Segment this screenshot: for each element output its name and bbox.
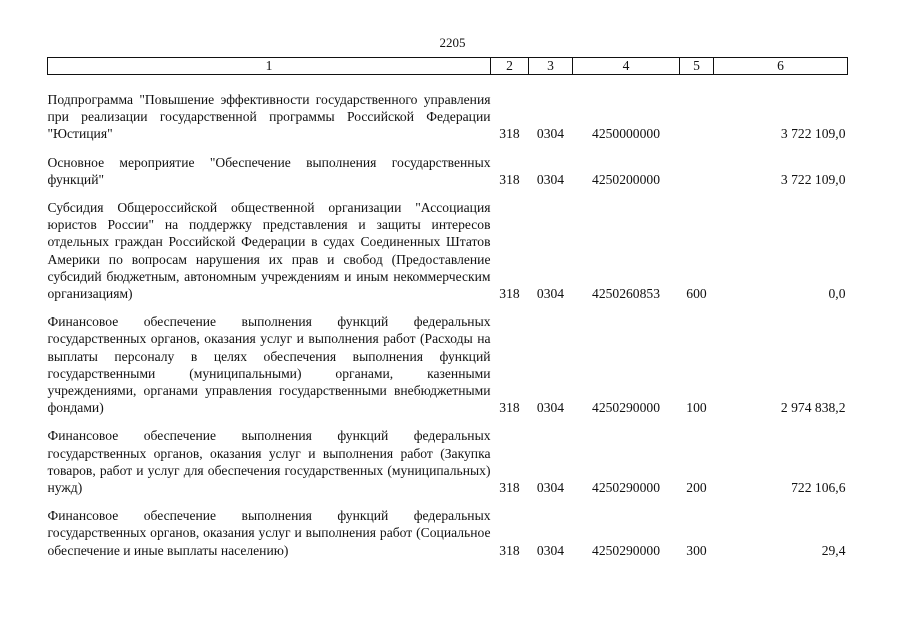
row-amount: 0,0: [828, 286, 846, 302]
header-col-6: 6: [714, 58, 848, 75]
table-row: [48, 313, 848, 416]
table-row: [48, 507, 848, 559]
row-ministry-code: 318: [499, 126, 520, 142]
header-col-2: 2: [491, 58, 529, 75]
row-description: Подпрограмма "Повышение эффективности государственного управления при реализации государственной программы Российской Федерации "Юстиция": [47, 92, 491, 142]
row-expense-type: 200: [686, 480, 707, 496]
row-amount: 722 106,6: [791, 480, 846, 496]
row-target-code: 4250260853: [592, 286, 660, 302]
table-row: [48, 199, 848, 302]
row-expense-type: [680, 154, 714, 188]
table-header: [48, 58, 848, 92]
table-row: [48, 154, 848, 188]
header-col-3: 3: [529, 58, 573, 75]
page-number: 2205: [439, 35, 466, 50]
row-amount: 2 974 838,2: [780, 400, 846, 416]
row-target-code: 4250200000: [592, 171, 660, 187]
header-col-4: 4: [573, 58, 680, 75]
row-description: Финансовое обеспечение выполнения функций федеральных государственных органов, оказания услуг и выполнения работ (Расходы на выплаты персоналу в целях обеспечения выполнения функций государственными (муниципальными) органами, казенными учреждениями, органами управления государственными внебюджетными фондами): [47, 314, 491, 416]
row-section-code: 0304: [536, 542, 565, 558]
row-section-code: 0304: [536, 480, 565, 496]
row-expense-type: 100: [686, 400, 707, 416]
row-section-code: 0304: [536, 400, 565, 416]
row-description: Финансовое обеспечение выполнения функций федеральных государственных органов, оказания услуг и выполнения работ (Социальное обеспечение и иные выплаты населению): [47, 508, 491, 558]
row-section-code: 0304: [536, 286, 565, 302]
row-amount: 29,4: [821, 542, 846, 558]
budget-table: [47, 57, 848, 559]
row-section-code: 0304: [536, 171, 565, 187]
row-ministry-code: 318: [499, 286, 520, 302]
row-target-code: 4250290000: [592, 542, 660, 558]
row-ministry-code: 318: [499, 542, 520, 558]
row-section-code: 0304: [536, 126, 565, 142]
row-expense-type: [680, 91, 714, 143]
row-ministry-code: 318: [499, 480, 520, 496]
row-expense-type: 300: [686, 542, 707, 558]
header-col-5: 5: [680, 58, 714, 75]
row-target-code: 4250000000: [592, 126, 660, 142]
row-target-code: 4250290000: [592, 400, 660, 416]
row-description: Субсидия Общероссийской общественной организации "Ассоциация юристов России" на поддержку представления и защиты интересов отдельных граждан Российской Федерации в судах Соединенных Штатов Америки по вопросам нарушения их прав и свобод (Предоставление субсидий бюджетным, автономным учреждениям и иным некоммерческим организациям): [47, 200, 491, 302]
row-ministry-code: 318: [499, 171, 520, 187]
table-row: [48, 91, 848, 143]
row-description: Основное мероприятие "Обеспечение выполнения государственных функций": [47, 154, 491, 187]
row-description: Финансовое обеспечение выполнения функций федеральных государственных органов, оказания услуг и выполнения работ (Закупка товаров, работ и услуг для обеспечения государственных (муниципальных) нужд): [47, 428, 491, 496]
row-amount: 3 722 109,0: [780, 126, 846, 142]
table-row: [48, 427, 848, 496]
row-ministry-code: 318: [499, 400, 520, 416]
row-amount: 3 722 109,0: [780, 171, 846, 187]
row-target-code: 4250290000: [592, 480, 660, 496]
header-col-1: 1: [48, 58, 491, 75]
row-expense-type: 600: [686, 286, 707, 302]
